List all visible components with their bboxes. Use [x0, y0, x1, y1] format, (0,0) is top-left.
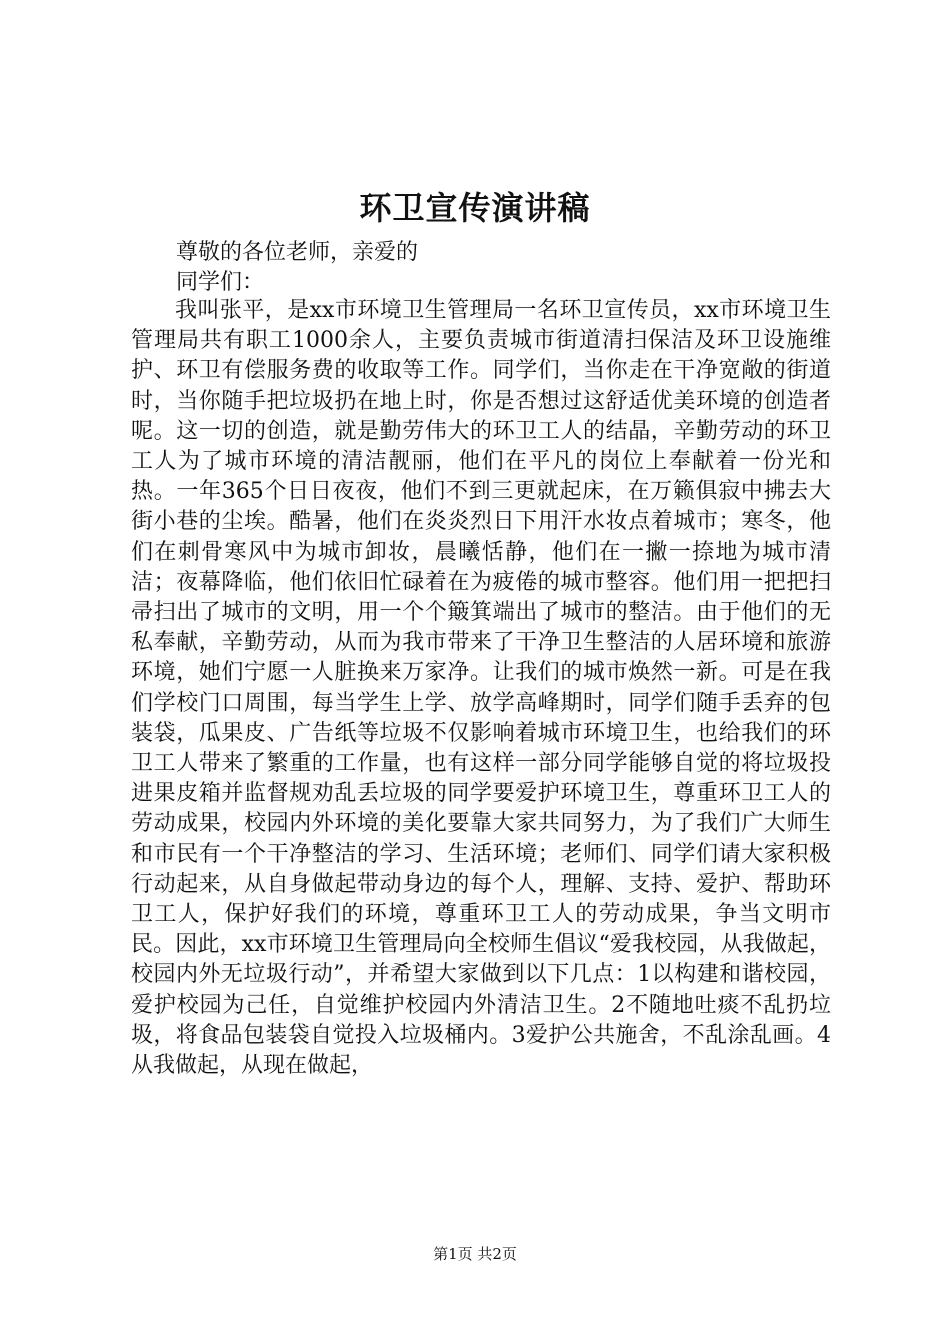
page-footer: 第1页 共2页 — [433, 1245, 517, 1263]
salutation-line-2: 同学们： — [176, 270, 265, 295]
salutation-line-1: 尊敬的各位老师，亲爱的 — [176, 240, 419, 265]
document-title: 环卫宣传演讲稿 — [359, 189, 591, 227]
body-paragraph: 我叫张平，是xx市环境卫生管理局一名环卫宣传员，xx市环境卫生管理局共有职工1000余人，主要负责城市街道清扫保洁及环卫设施维护、环卫有偿服务费的收取等工作。同学们，当你走在干净宽敞的街道时，当你随手把垃圾扔在地上时，你是否想过这舒适优美环境的创造者呢。这一切的创造，就是勤劳伟大的环卫工人的结晶，辛勤劳动的环卫工人为了城市环境的清洁靓丽，他们在平凡的岗位上奉献着一份光和热。一年365个日日夜夜，他们不到三更就起床，在万籁俱寂中拂去大街小巷的尘埃。酷暑，他们在炎炎烈日下用汗水妆点着城市；寒冬，他们在刺骨寒风中为城市卸妆，晨曦恬静，他们在一撇一捺地为城市清洁；夜幕降临，他们依旧忙碌着在为疲倦的城市整容。他们用一把把扫帚扫出了城市的文明，用一个个簸箕端出了城市的整洁。由于他们的无私奉献，辛勤劳动，从而为我市带来了干净卫生整洁的人居环境和旅游环境，她们宁愿一人脏换来万家净。让我们的城市焕然一新。可是在我们学校门口周围，每当学生上学、放学高峰期时，同学们随手丢弃的包装袋，瓜果皮、广告纸等垃圾不仅影响着城市环境卫生，也给我们的环卫工人带来了繁重的工作量，也有这样一部分同学能够自觉的将垃圾投进果皮箱并监督规劝乱丢垃圾的同学要爱护环境卫生，尊重环卫工人的劳动成果，校园内外环境的美化要靠大家共同努力，为了我们广大师生和市民有一个干净整洁的学习、生活环境；老师们、同学们请大家积极行动起来，从自身做起带动身边的每个人，理解、支持、爱护、帮助环卫工人，保护好我们的环境，尊重环卫工人的劳动成果，争当文明市民。因此，xx市环境卫生管理局向全校师生倡议“爱我校园，从我做起，校园内外无垃圾行动”，并希望大家做到以下几点：1以构建和谐校园，爱护校园为己任，自觉维护校园内外清洁卫生。2不随地吐痰不乱扔垃圾，将食品包装袋自觉投入垃圾桶内。3爱护公共施舍，不乱涂乱画。4从我做起，从现在做起， — [131, 298, 831, 1079]
body-text — [131, 296, 831, 1081]
